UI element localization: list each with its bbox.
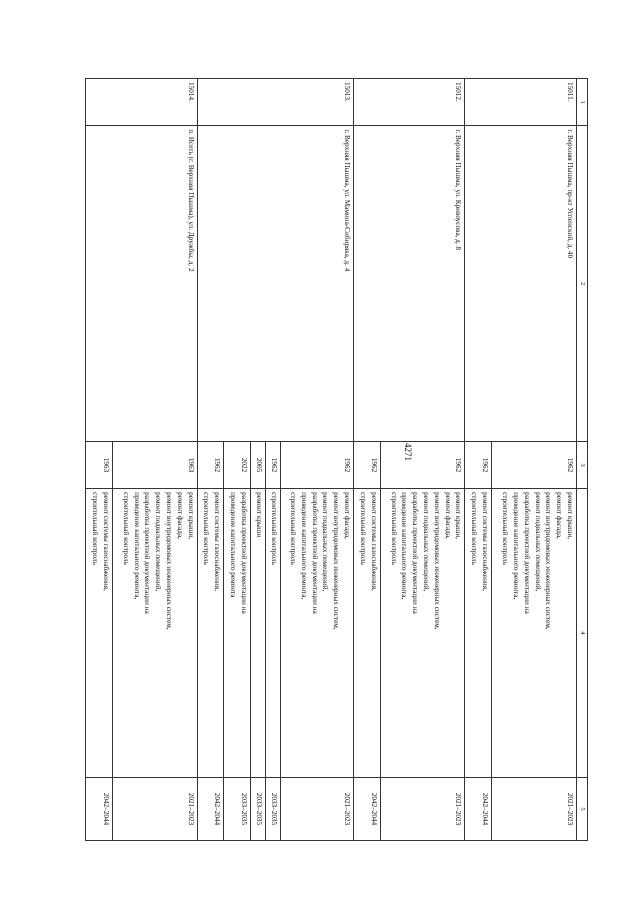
table-row [112, 79, 197, 841]
work-item: проведение капитального ремонта, [400, 492, 409, 600]
year-cell: 1962 [492, 441, 577, 488]
works-cell [465, 489, 492, 778]
works-cell [86, 489, 113, 778]
works-cell [250, 489, 265, 778]
work-item: ремонт крыши, [454, 492, 463, 539]
work-item: разработка проектной документации на [143, 492, 152, 614]
period-cell: 2021–2023 [492, 777, 577, 840]
column-number-row [577, 79, 588, 841]
work-item: строительный контроль [501, 492, 510, 565]
period-cell: 2021–2023 [112, 777, 197, 840]
building-address: п. Исеть (г. Верхняя Пышма), ул. Дружбы, д. 2 [86, 126, 198, 442]
works-cell [224, 489, 251, 778]
work-item: ремонт системы газоснабжения, [481, 492, 490, 591]
period-cell: 2021–2023 [280, 777, 353, 840]
work-item: ремонт внутридомовых инженерных систем, [544, 492, 553, 630]
works-cell [353, 489, 380, 778]
work-item: строительный контроль [269, 492, 278, 565]
work-item: ремонт крыши, [186, 492, 195, 539]
work-item: ремонт внутридомовых инженерных систем, [332, 492, 341, 630]
period-cell: 2042–2044 [465, 777, 492, 840]
year-cell: 1962 [380, 441, 465, 488]
building-address: г. Верхняя Пышма, пр-кт Успенский, д. 40 [465, 126, 577, 442]
work-item: проведение капитального ремонта, [132, 492, 141, 600]
works-cell [280, 489, 353, 778]
work-item: ремонт внутридомовых инженерных систем, [165, 492, 174, 630]
year-cell: 2022 [224, 441, 251, 488]
period-cell: 2042–2044 [353, 777, 380, 840]
year-cell: 1962 [353, 441, 380, 488]
work-item: строительный контроль [389, 492, 398, 565]
work-item: ремонт подвальных помещений, [422, 492, 431, 592]
table-row [380, 79, 465, 841]
table-row [280, 79, 353, 841]
works-cell [112, 489, 197, 778]
page-number: 4271 [403, 443, 413, 461]
year-cell: 1962 [465, 441, 492, 488]
column-header-2: 2 [577, 126, 588, 442]
work-item: разработка проектной документации на [522, 492, 531, 614]
work-item: ремонт системы газоснабжения, [369, 492, 378, 591]
work-item: ремонт фасада, [555, 492, 564, 539]
capital-repair-table [85, 78, 588, 841]
table-body [86, 79, 577, 841]
year-cell: 2005 [250, 441, 265, 488]
column-header-1: 1 [577, 79, 588, 126]
work-item: ремонт крыши, [566, 492, 574, 539]
work-item: ремонт системы газоснабжения, [101, 492, 110, 591]
column-header-4: 4 [577, 489, 588, 778]
column-header-5: 5 [577, 777, 588, 840]
period-cell: 2033–2035 [250, 777, 265, 840]
works-cell [265, 489, 280, 778]
year-cell: 1962 [197, 441, 224, 488]
record-number: 15014. [86, 79, 198, 126]
record-number: 15011. [465, 79, 577, 126]
column-header-3: 3 [577, 441, 588, 488]
record-number: 15012. [353, 79, 465, 126]
period-cell: 2033–2035 [265, 777, 280, 840]
period-cell: 2021–2023 [380, 777, 465, 840]
work-item: ремонт системы газоснабжения, [213, 492, 222, 591]
year-cell: 1963 [112, 441, 197, 488]
work-item: ремонт крыши [254, 492, 263, 538]
work-item: строительный контроль [470, 492, 479, 565]
work-item: ремонт внутридомовых инженерных систем, [432, 492, 441, 630]
period-cell: 2033–2035 [224, 777, 251, 840]
repair-schedule-table [85, 78, 588, 841]
work-item: ремонт подвальных помещений, [533, 492, 542, 592]
works-cell [380, 489, 465, 778]
work-item: строительный контроль [288, 492, 297, 565]
building-address: г. Верхняя Пышма, ул. Мамина-Сибиряка, д. 4 [197, 126, 353, 442]
table-row [492, 79, 577, 841]
work-item: разработка проектной документации на [239, 492, 248, 614]
work-item: ремонт фасада, [443, 492, 452, 539]
work-item: строительный контроль [358, 492, 367, 565]
year-cell: 1962 [265, 441, 280, 488]
work-item: ремонт фасада, [342, 492, 351, 539]
building-address: г. Верхняя Пышма, ул. Кривоусова, д. 8 [353, 126, 465, 442]
work-item: ремонт подвальных помещений, [321, 492, 330, 592]
year-cell: 1962 [280, 441, 353, 488]
work-item: строительный контроль [202, 492, 211, 565]
works-cell [492, 489, 577, 778]
work-item: ремонт подвальных помещений, [154, 492, 163, 592]
year-cell: 1963 [86, 441, 113, 488]
work-item: проведение капитального ремонта, [299, 492, 308, 600]
work-item: ремонт фасада, [175, 492, 184, 539]
period-cell: 2042–2044 [197, 777, 224, 840]
work-item: проведение капитального ремонта [229, 492, 238, 598]
work-item: разработка проектной документации на [411, 492, 420, 614]
work-item: разработка проектной документации на [310, 492, 319, 614]
work-item: строительный контроль [121, 492, 130, 565]
work-item: проведение капитального ремонта, [512, 492, 521, 600]
works-cell [197, 489, 224, 778]
record-number: 15013. [197, 79, 353, 126]
work-item: строительный контроль [90, 492, 99, 565]
period-cell: 2042–2044 [86, 777, 113, 840]
